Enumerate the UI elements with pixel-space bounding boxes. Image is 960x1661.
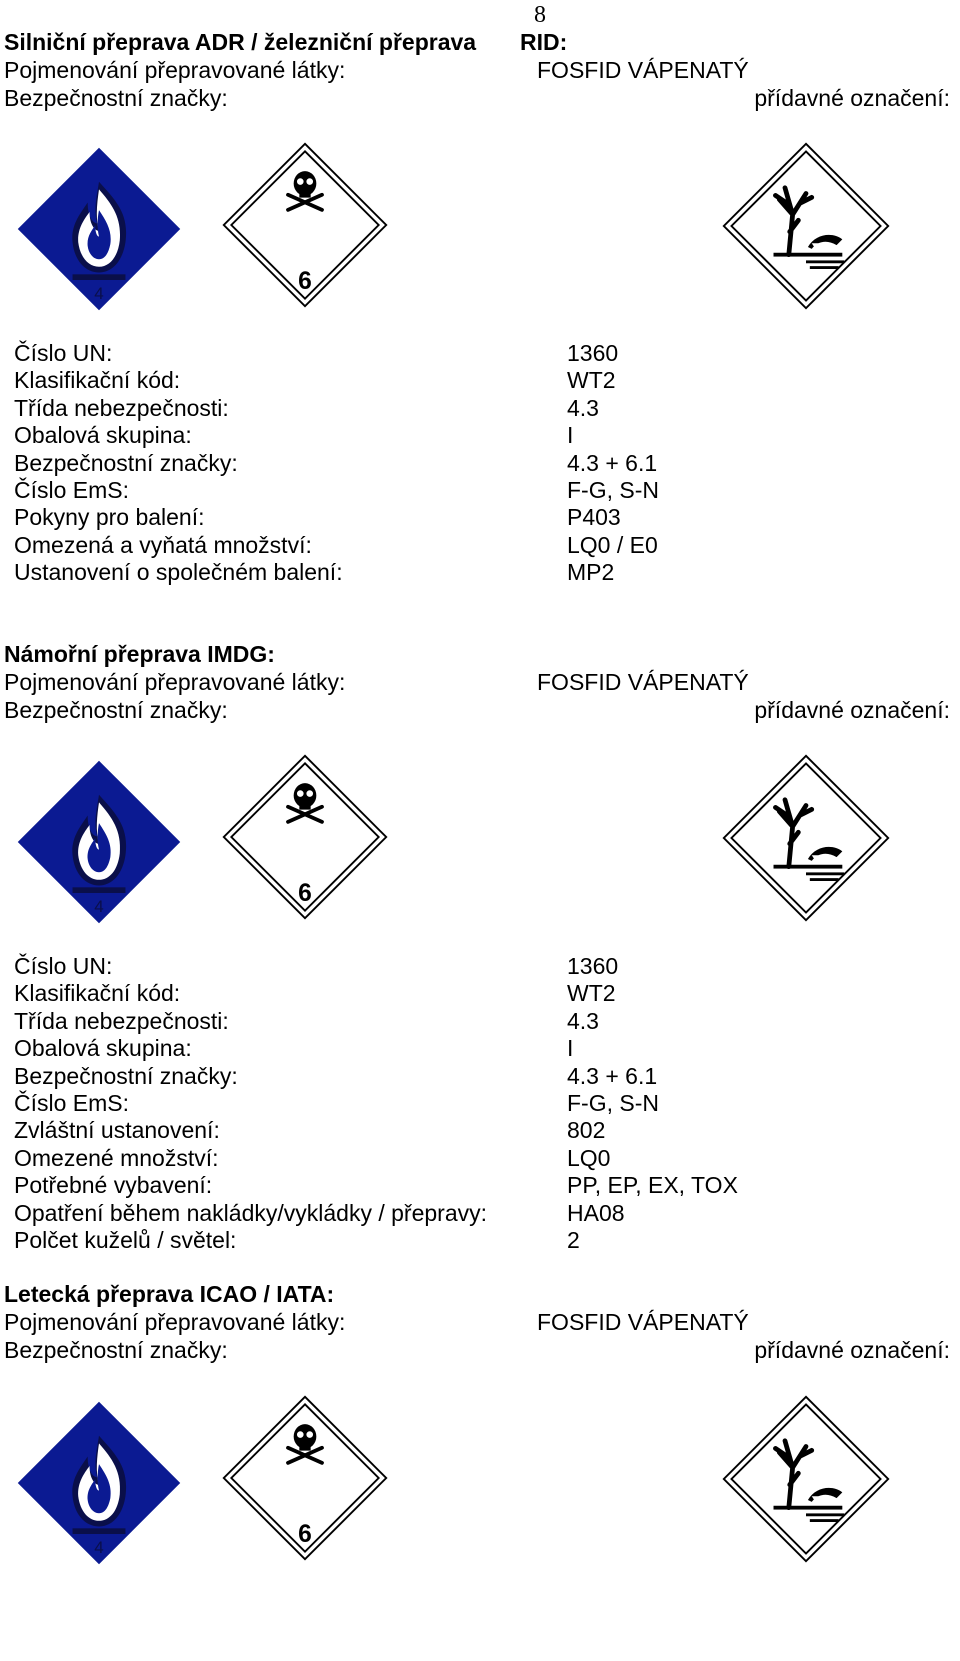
road-extra-label: přídavné označení: bbox=[754, 85, 950, 111]
detail-label: Obalová skupina: bbox=[14, 1035, 192, 1062]
wet-sign-icon bbox=[14, 1398, 184, 1568]
detail-label: Číslo UN: bbox=[14, 340, 113, 366]
detail-label: Bezpečnostní značky: bbox=[14, 449, 238, 476]
detail-label: Klasifikační kód: bbox=[14, 980, 181, 1007]
detail-value: LQ0 / E0 bbox=[567, 531, 658, 558]
detail-label: Zvláštní ustanovení: bbox=[14, 1117, 220, 1144]
air-signs-label: Bezpečnostní značky: bbox=[4, 1337, 228, 1363]
detail-value: I bbox=[567, 1035, 574, 1062]
page-number: 8 bbox=[534, 2, 546, 28]
air-name-label: Pojmenování přepravované látky: bbox=[4, 1309, 346, 1335]
wet-sign-icon bbox=[14, 757, 184, 927]
road-title: Silniční přeprava ADR / železniční přeprava bbox=[4, 29, 477, 55]
detail-value: PP, EP, EX, TOX bbox=[567, 1172, 738, 1199]
detail-value: P403 bbox=[567, 504, 621, 531]
detail-value: 2 bbox=[567, 1227, 580, 1253]
environment-sign-icon bbox=[720, 1393, 892, 1565]
road-signs-label: Bezpečnostní značky: bbox=[4, 85, 228, 111]
toxic-sign-icon bbox=[220, 140, 390, 310]
detail-label: Číslo UN: bbox=[14, 953, 113, 979]
detail-value: 1360 bbox=[567, 953, 619, 979]
sea-extra-label: přídavné označení: bbox=[754, 697, 950, 723]
detail-label: Číslo EmS: bbox=[14, 477, 130, 503]
wet-sign-icon bbox=[14, 144, 184, 314]
sea-name-value: FOSFID VÁPENATÝ bbox=[537, 669, 749, 695]
detail-value: HA08 bbox=[567, 1199, 625, 1226]
road-name-label: Pojmenování přepravované látky: bbox=[4, 57, 346, 83]
detail-value: WT2 bbox=[567, 367, 616, 394]
detail-label: Omezené množství: bbox=[14, 1144, 219, 1171]
air-name-value: FOSFID VÁPENATÝ bbox=[537, 1309, 749, 1335]
detail-label: Třída nebezpečnosti: bbox=[14, 394, 229, 421]
detail-label: Třída nebezpečnosti: bbox=[14, 1007, 229, 1034]
detail-value: MP2 bbox=[567, 559, 615, 586]
detail-label: Polčet kuželů / světel: bbox=[14, 1227, 237, 1253]
detail-label: Potřebné vybavení: bbox=[14, 1172, 213, 1199]
detail-value: LQ0 bbox=[567, 1144, 611, 1171]
road-name-value: FOSFID VÁPENATÝ bbox=[537, 57, 749, 83]
detail-value: 4.3 + 6.1 bbox=[567, 449, 658, 476]
air-extra-label: přídavné označení: bbox=[754, 1337, 950, 1363]
toxic-sign-icon bbox=[220, 752, 390, 922]
detail-value: F-G, S-N bbox=[567, 1090, 659, 1116]
sea-signs-label: Bezpečnostní značky: bbox=[4, 697, 228, 723]
detail-label: Obalová skupina: bbox=[14, 422, 192, 449]
detail-label: Ustanovení o společném balení: bbox=[14, 559, 343, 586]
detail-label: Omezená a vyňatá množství: bbox=[14, 531, 312, 558]
air-title: Letecká přeprava ICAO / IATA: bbox=[4, 1281, 335, 1307]
detail-value: 4.3 + 6.1 bbox=[567, 1062, 658, 1089]
detail-value: WT2 bbox=[567, 980, 616, 1007]
road-title-rid: RID: bbox=[520, 29, 568, 55]
detail-label: Bezpečnostní značky: bbox=[14, 1062, 238, 1089]
detail-label: Číslo EmS: bbox=[14, 1090, 130, 1116]
detail-label: Pokyny pro balení: bbox=[14, 504, 205, 531]
detail-label: Opatření během nakládky/vykládky / přepravy: bbox=[14, 1199, 488, 1226]
environment-sign-icon bbox=[720, 752, 892, 924]
detail-value: 4.3 bbox=[567, 394, 599, 421]
detail-label: Klasifikační kód: bbox=[14, 367, 181, 394]
sea-name-label: Pojmenování přepravované látky: bbox=[4, 669, 346, 695]
detail-value: I bbox=[567, 422, 574, 449]
detail-value: 1360 bbox=[567, 340, 619, 366]
environment-sign-icon bbox=[720, 140, 892, 312]
sea-title: Námořní přeprava IMDG: bbox=[4, 641, 275, 667]
detail-value: 4.3 bbox=[567, 1007, 599, 1034]
detail-value: F-G, S-N bbox=[567, 477, 659, 503]
toxic-sign-icon bbox=[220, 1393, 390, 1563]
detail-value: 802 bbox=[567, 1117, 606, 1144]
